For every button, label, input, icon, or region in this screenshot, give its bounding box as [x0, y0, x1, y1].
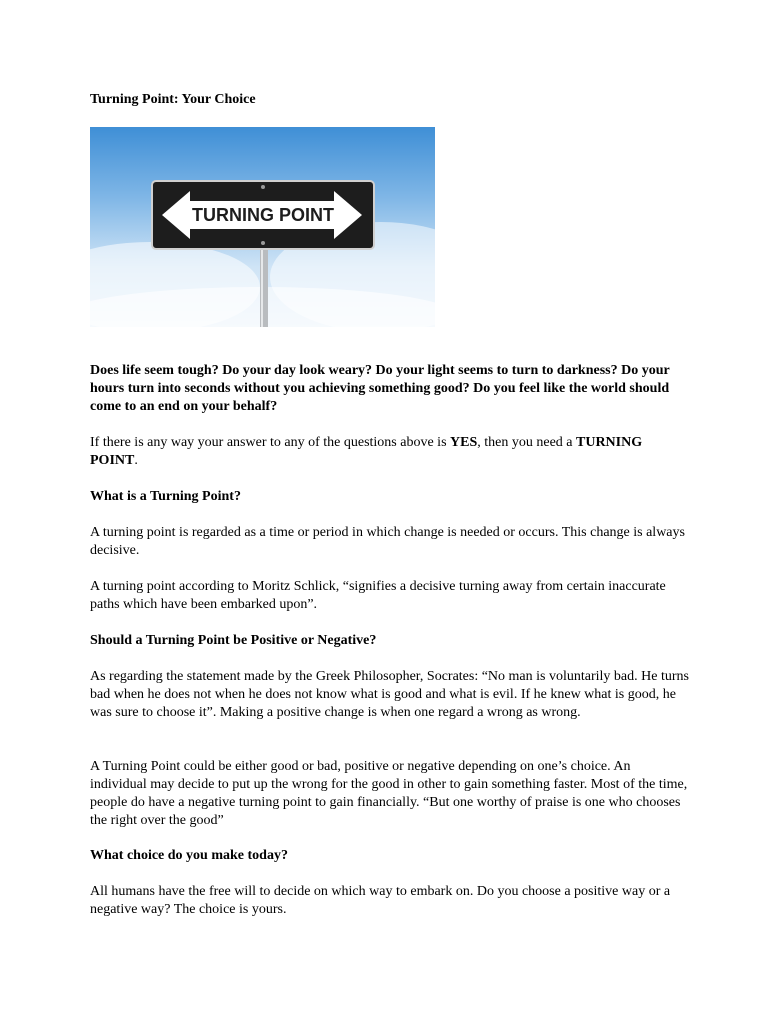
section-heading-what-is: What is a Turning Point?	[90, 489, 241, 504]
section-heading-choice: What choice do you make today?	[90, 848, 288, 863]
answer-text-before: If there is any way your answer to any of the questions above is	[90, 435, 451, 450]
sign-text: TURNING POINT	[192, 205, 334, 225]
answer-turning-point: TURNING POINT	[90, 435, 643, 468]
section-heading-positive-negative: Should a Turning Point be Positive or Negative?	[90, 633, 377, 648]
section3-paragraph-1: All humans have the free will to decide on which way to embark on. Do you choose a positive way or a negative way? The choice is yours.	[90, 884, 671, 917]
answer-text-end: .	[134, 453, 138, 468]
answer-text-middle: , then you need a	[477, 435, 576, 450]
section1-paragraph-1: A turning point is regarded as a time or period in which change is needed or occurs. This change is always decisive.	[90, 525, 685, 558]
section1-paragraph-2: A turning point according to Moritz Schlick, “signifies a decisive turning away from certain inaccurate paths which have been embarked upon”.	[90, 579, 666, 612]
section2-paragraph-2: A Turning Point could be either good or bad, positive or negative depending on one’s choice. An individual may decide to put up the wrong for the good in other to gain something faster. Most of the time, people do have a negative turning point to gain financially. “But one worthy of praise is one who chooses the right over the good”	[90, 759, 688, 828]
answer-yes: YES	[450, 435, 478, 450]
section2-paragraph-1: As regarding the statement made by the Greek Philosopher, Socrates: “No man is voluntarily bad. He turns bad when he does not when he does not know what is good and what is evil. If he knew what is good, he was sure to choose it”. Making a positive change is when one regard a wrong as wrong.	[90, 669, 689, 720]
page-title: Turning Point: Your Choice	[90, 92, 256, 107]
turning-point-sign-image	[90, 127, 435, 327]
answer-paragraph	[90, 434, 690, 470]
intro-questions: Does life seem tough? Do your day look weary? Do your light seems to turn to darkness? Do your hours turn into seconds without you achieving something good? Do you feel like the world should come to an end on your behalf?	[90, 363, 670, 414]
